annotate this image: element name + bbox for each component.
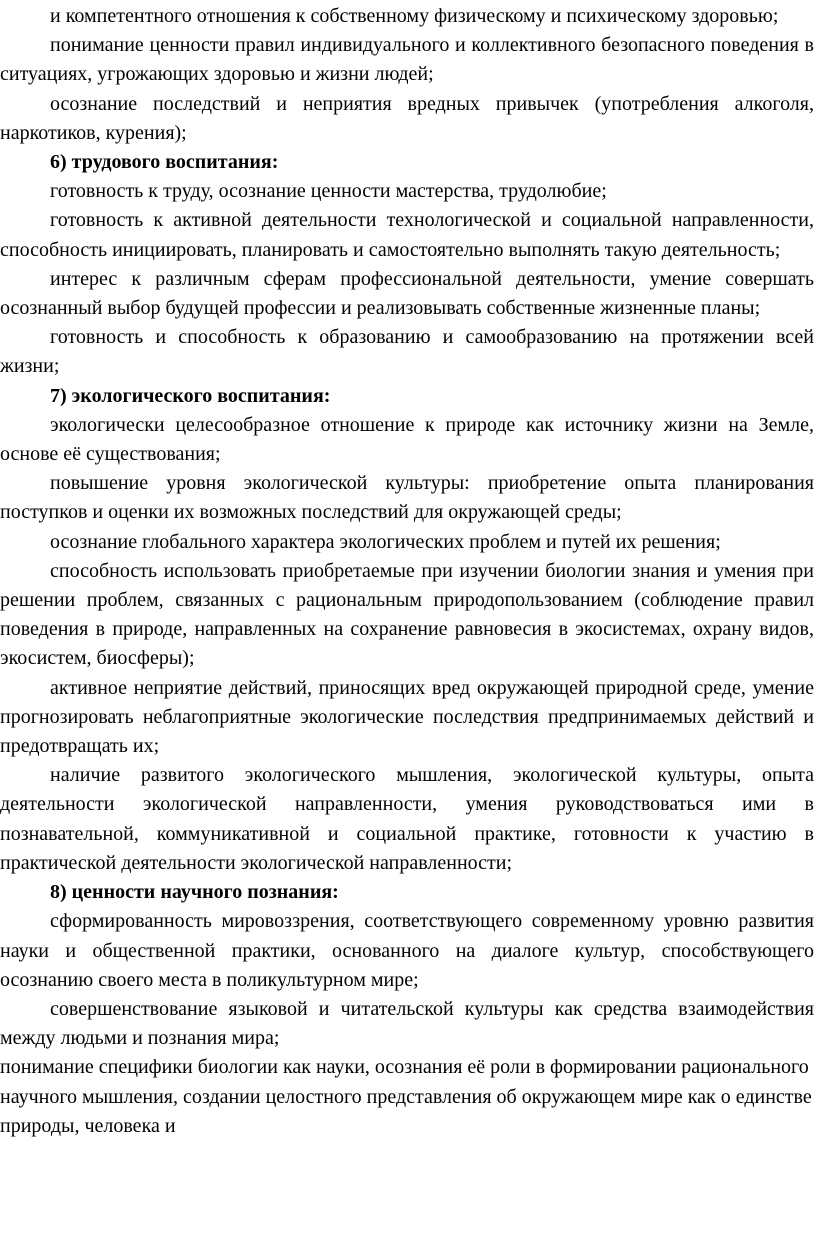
paragraph-active-activity: готовность к активной деятельности технологической и социальной направленности, способность инициировать, планировать и самостоятельно выполнять такую деятельность; (0, 209, 814, 261)
paragraph-readiness-to-work: готовность к труду, осознание ценности мастерства, трудолюбие; (50, 180, 607, 203)
paragraph-biology-specifics: понимание специфики биологии как науки, осознания её роли в формировании рационального научного мышления, создании целостного представления об окружающем мире как о единстве природы, человека и (0, 1056, 812, 1137)
heading-ecological-education: 7) экологического воспитания: (50, 384, 331, 407)
paragraph-worldview: сформированность мировоззрения, соответствующего современному уровню развития науки и общественной практики, основанного на диалоге культур, способствующего осознанию своего места в поликультурном мире; (0, 910, 814, 991)
paragraph-safe-behavior: понимание ценности правил индивидуального и коллективного безопасного поведения в ситуациях, угрожающих здоровью и жизни людей; (0, 34, 814, 86)
document-page (0, 2, 814, 1141)
paragraph-global-problems: осознание глобального характера экологических проблем и путей их решения; (50, 530, 721, 553)
heading-labor-education: 6) трудового воспитания: (50, 151, 279, 174)
paragraph-nature-management: способность использовать приобретаемые при изучении биологии знания и умения при решении проблем, связанных с рациональным природопользованием (соблюдение правил поведения в природе, направленных на сохранение равновесия в экосистемах, охрану видов, экосистем, биосферы); (0, 559, 814, 670)
heading-scientific-knowledge: 8) ценности научного познания: (50, 881, 339, 904)
paragraph-harmful-habits: осознание последствий и неприятия вредных привычек (употребления алкоголя, наркотиков, курения); (0, 92, 814, 144)
paragraph-ecological-culture: повышение уровня экологической культуры: приобретение опыта планирования поступков и оценки их возможных последствий для окружающей среды; (0, 472, 814, 524)
paragraph-language-culture: совершенствование языковой и читательской культуры как средства взаимодействия между людьми и познания мира; (0, 997, 814, 1050)
paragraph-rejection-of-harm: активное неприятие действий, приносящих вред окружающей природной среде, умение прогнозировать неблагоприятные экологические последствия предпринимаемых действий и предотвращать их; (0, 676, 814, 758)
paragraph-ecological-attitude: экологически целесообразное отношение к природе как источнику жизни на Земле, основе её существования; (0, 413, 814, 466)
paragraph-health-attitude: и компетентного отношения к собственному физическому и психическому здоровью; (50, 5, 779, 27)
paragraph-lifelong-learning: готовность и способность к образованию и самообразованию на протяжении всей жизни; (0, 326, 814, 378)
paragraph-professional-interest: интерес к различным сферам профессиональной деятельности, умение совершать осознанный выбор будущей профессии и реализовывать собственные жизненные планы; (0, 267, 814, 320)
paragraph-ecological-thinking: наличие развитого экологического мышления, экологической культуры, опыта деятельности экологической направленности, умения руководствоваться ими в познавательной, коммуникативной и социальной практике, готовности к участию в практической деятельности экологической направленности; (0, 764, 814, 874)
